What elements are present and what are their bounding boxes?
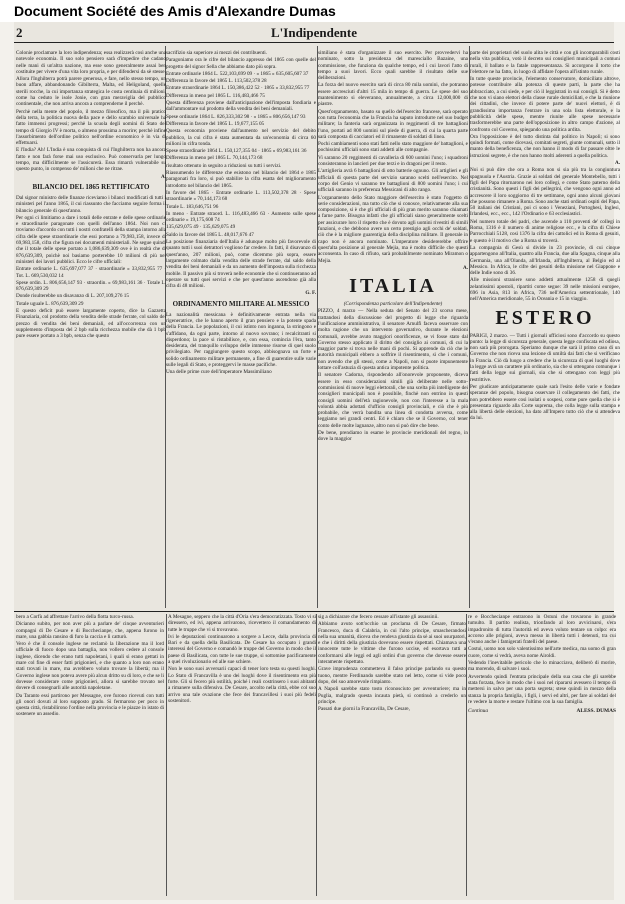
section-heading: ORDINAMENTO MILITARE AL MESSICO [172, 299, 310, 308]
paragraph: A Napoli sarebbe stato tosto riconosciuto per avventuriere; ma in Puglia, malgrado questa incauta pietà, si continuò a crederlo un principe. [318, 686, 466, 705]
article-signature: G. F. [305, 290, 316, 297]
paragraph: Da Taranto essi partirono per Messagne, ove furono ricevuti con tutti gli onori dovuti al loro supposto grado. Si fermarono per poco in questa città, ristabilirono l'ordine nella provincia e le piazze in istato di sostenere un assedio. [16, 692, 164, 718]
paragraph: Una delle prime cure dell'imperatore Massimiliano [166, 369, 272, 376]
feuilleton-signature [468, 708, 616, 714]
paragraph: L'organamento dello Stato maggiore dell'esercito è stato l'oggetto di serie considerazioni, ma tutto ciò che si conosce, relativamente alla sua composizione, si è che gli ufficiali di più gran merito saranno chiamati a farne parte. Bisogna infatti che gli ufficiali siano generalmente scelti per assicurare loro il rispetto che è dovuto agli uomini rivestiti di simili funzioni, e che debbono avere un certo prestigio agli occhi de' soldati, ciò che è la migliore guarentigia della disciplina militare. Il generale in capo non è ancora nominato. L'imperatore desidererebbe offrire quest'alta posizione al generale Mejia, ma è molto difficile che questi acconsenta. In caso di rifiuto, sarà probabilmente nominato Miramon o Mejia. [318, 194, 468, 264]
paragraph: La compagnia di Gesù si divide in 23 provincie, di cui cinque appartengono all'Italia, quattro alla Francia, due alla Spagna, cinque alla Germania, una all'Olanda, all'Irlanda, all'Inghilterra, al Belgio ed al Messico. In Africa, le cifre dei gesuiti della missione nel Giappone e delle Indie sono di 36. [470, 244, 620, 277]
paragraph: Paragoniamo ora le cifre del bilancio appresso del 1865 con quelle del progetto del signor Sella che abbiamo dato più sopra. [166, 57, 316, 70]
table-line: Spese ordin. L. 806,656,147 93 · straordin. » 69,983,161 36 · Totale L. 876,639,309 29 [16, 279, 166, 293]
paragraph: Passati due giorni la Francavilla, De Cesare, [318, 706, 410, 713]
table-line: Differenza in meno pel 1865 L. 70,144,173 68 [166, 155, 263, 162]
feuilleton-section [16, 614, 614, 904]
paragraph: PARIGI, 2 marzo. — Tutti i giornali ufficiosi sono d'accordo su questo punto: la legge di sicurezza generale, questa legge confiscata ed odiosa, non sarà più prorogata. Speriamo dunque che sarà il primo caso di un Governo che non riceva una lezione di umiltà dai fatti che si verificano in Francia. Ciò dà luogo a credere che la sicurezza di quei luoghi dove la legge avrà un carattere più ordinario, sia che si ottengano comunque i fatti della legge sui giornali, sia che si ottengano con leggi più restrittive. [470, 332, 620, 383]
column-divider [316, 614, 317, 896]
paragraph: E questo deficit può essere largamente coperto, dice la Gazzetta Finanziaria, col prodotto della vendita delle strade ferrate, col saldo del prezzo di vendita dei beni demaniali, ed all'occorrenza con un supplemento d'imposta del 2 bpb sulla ricchezza mobile che dà 1 bpb pure essere portato a 3 bpb, senza che questo [16, 307, 166, 340]
column-3 [318, 50, 468, 610]
paragraph: In tutte queste provincie, l'elemento conservatore, domiciliato altrove, potesse contribuire alla potenza di queste parti, la parte che ha abbracciato, a cui siede, e per ciò il leggistrati in sui consigli. Si è detto che non vi siano elettori della classe rurale domiciliati, e che la riunione dei cittadini, che invece di potere parte de' nuovi elettori, è di grandissima importanza l'entrare in una sola lista elettorale, e la pubblicità delle spese, mentre riunite alle spese necessarie trasformerebbe una parte dell'opposizione in altro campo d'azione, al confronto col Governo, spiegando una politica ardita. [470, 76, 620, 133]
table-line: Differenza in favore del 1865 L. 113,502,378 28 [166, 78, 267, 85]
paragraph: Quest'organamento, basato su quello dell'esercito francese, sarà operato con tutta l'economia che la Francia ha saputo introdurre nel suo budget militare; la fanteria sarà organizzata in reggimenti di tre battaglioni l'uno, portati ad 800 uomini sul piede di guerra, di cui la quarta parte sarà composta di cacciatori ed il rimanente di soldati di linea. [318, 108, 468, 140]
paragraph: sacrifizio sia superiore ai mezzi dei contribuenti. [166, 50, 267, 56]
section-heading-estero: ESTERO [495, 306, 595, 329]
paragraph: Perchè nella mente del popolo, il mezzo filosofico, ma il più pratico della terra, la politica nuova della pace e dello scambio universale ha fatto immensi progressi; perchè la scuola degli uomini di Stato del tempo di Giorgio IV è morta, o almeno prossima a morire; perchè infine l'assorbimento dell'ordine politico nell'ordine economico è in via di effettuarsi. [16, 108, 166, 147]
table-line: Totale L. 183,646,751 96 [166, 203, 219, 210]
paragraph: Allora l'Inghilterra potrà parere generosa, e fare, nello stesso tempo, un buon affare, abbandonando Gibilterra, Malta, ed Heligoland, quelle sterili rocche, la cui importanza strategica le costa centinaia di milioni, come ha ceduto le isole Jonie, con gran meraviglia del pubblico continentale, che non arriva ancora a comprenderne il perchè. [16, 76, 166, 108]
column-divider [166, 614, 167, 896]
newspaper-page [14, 22, 620, 900]
column-divider [466, 614, 467, 896]
site-header-bar [0, 0, 625, 22]
table-line: In favore del 1865 · Entrate ordinarie L. 113,502,378 28 · Spese straordinarie » 70,144,173 68 [166, 189, 316, 203]
paragraph: Questa economia proviene dall'aumento nel servizio del debito pubblico, la cui cifra è stata aumentata da un'economia di circa 60 milioni in cifra tonda. [166, 128, 316, 147]
paragraph: Ivi le deputazioni continuarono a sorgere a Lecce, dalla provincia di Bari e da quella della Basilicata. De Cesare ha occupato i grandi interessi del Governo e comandò le truppe del Governo in modo che il paese di Basilicata, con tutte le sue truppe, si sottomise pacificamente a quel rivoluzionario ed alle sue schiere. [168, 633, 316, 666]
table-line: Entrate ordinarie 1864 L. 522,103,699 09 · » 1865 » 635,605,607 37 [166, 70, 309, 77]
paragraph: PIZZO, 4 marzo — Nella seduta del Senato del 23 scorso mese, trattandosi della discussione del progetto di legge che riguarda l'unificazione amministrativa, il senatore Arnulfi faceva osservare con molta ragione che un intervento governativo, durante le elezioni comunali, avrebbe avuto maggiori onorificenze, se vi fosse stato dal Governo stesso applicato il diritto del consiglio ai comuni, di cui la maggior parte si trova nelle mani di pochi. Si apprende da ciò che le autorità municipali ebbero a soffrire il risentimento, sì che i comuni, non avendo che gli stessi, come a Napoli, non si puote impunemente lottare coll'astuzia di questa antica impotente politica. [318, 308, 468, 372]
paragraph: Dicianno subito, per non aver più a parlare de' cinque avventurieri compagni di De Cesare e di Bocchecianpe, che, appena furono in mare, una gabbia ransino di furo la caccia e li catturò. [16, 621, 164, 640]
paragraph: Non le sono suoi avversarii capaci di tener loro testa su questi luoghi. Lo Stato di Francavilla è uno dei luoghi dove il risentimento era più forte. Gli si fecero più ostilità, poiché i reali costrinsero i suoi abitanti a rimanere sulla difensiva. De Cesare, accolto nella città, ebbe col suo arrivo una tale ovazione che fece dei francavillesi i suoi più fedeli sostenitori. [168, 666, 316, 704]
site-title: Document Société des Amis d'Alexandre Dumas [14, 3, 336, 19]
continua-label: Continua [468, 708, 489, 715]
paragraph: Il senatore Cadorna, rispondendo all'onorevole proponente, diceva essere in esso considerazioni simili già deliberate nelle sotto-commissioni di nuove leggi elettorali, che una scelta più intelligente dei consiglieri municipali non è possibile, finchè non entrino in questi consigli uomini dell'età ragionevole, non con l'interesse a la mala volontà abbia adottati d'ufficio consigli provinciali, e ciò che è più probabile, che verrà bandita una linea di condotta avversa, come leggiamo nei grandi centri. Ed è chiaro che se il Governo, col tener conto delle molte lagnanze, altro non si può dire che bene. [318, 372, 468, 429]
table-line: Spese straordinarie 1864 L. 150,127,355 04 · 1865 » 69,983,161 36 [166, 148, 307, 155]
paragraph: Grave imprudenza commetteva il falso principe parlando su questo tuono, mentre Ferdinando sarebbe stato nel letto, come si vide poco dopo, del suo amorevole rimpianto. [318, 666, 466, 685]
page-number: 2 [16, 25, 23, 40]
paragraph: Vi saranno 20 reggimenti di cavalleria di 600 uomini l'uno; i squadroni consisteranno in lancieri per due terzi e in dragoni per il resto. [318, 154, 468, 168]
paragraph: Vedendo l'inevitabile pericolo che lo minacciava, deliberò di morire, ma morendo, di salvare i suoi. [468, 660, 616, 673]
feuilleton-column-2 [168, 614, 316, 899]
paragraph: re e Bocchecianpe entrarono in Ostuni che trovarono in grande tumulto. Il partito realista, trionfando al loro avvicinarsi, s'era impadronito di tutta l'autorità ed aveva voluto tentare un colpo: era accorso alle prigioni, aveva messo in libertà tutti i detenuti, tra cui v'erano anche i famigerati fratelli del paese. [468, 614, 616, 646]
table-line: In meno · Entrate straord. L. 116,483,466 63 · Aumento sulle spese ordinarie » 19,175,608 74 [166, 210, 316, 224]
article-signature: A. [160, 173, 166, 180]
section-subtitle: (Corrispondenza particolare dell'Indipendente) [343, 301, 443, 308]
table-line: Differenza in favore del 1865 L. 19,677,155 05 [166, 120, 265, 127]
table-line: Spese ordinarie 1864 L. 826,333,302 98 · » 1865 » 806,656,147 93 [166, 113, 306, 120]
paragraph: bero a Corfù ad affrettare l'arrivo della flotta turco-russa. [16, 614, 134, 620]
table-line: Differenza in meno pel 1865 L. 116,483,466 75 [166, 92, 265, 99]
table-line: Entrate ordinarie L. 635,697,077 37 · straordinarie » 33,832,955 77 · Tot. L. 669,530,032 14 [16, 266, 166, 279]
paragraph: Vero è che il console inglese ne reclamò la liberazione ma il lord ufficiale di fuoco dopo una battaglia, non vollero cedere al console inglese, dicendo che erano tutti napoletani, i quali si erano gettati in mare col fine di esser fatti prigionieri, e che quanto a loro non erano stati trovati in mare, ma avrebbero voluto trovare la libertà; ma il Governo inglese non poteva avere più alcun dritto su di loro, e che se li dovesse considerare come prigionieri, allora si sarebbe trovato nel dovere di consegnarli alle autorità napoletane. [16, 641, 164, 692]
feuilleton-rule [14, 611, 614, 612]
paragraph: Per giudicare anticipatamente quale sarà l'esito delle varie e fondate speranze del popolo, bisogna osservare il collegamento dei fatti, che non potrebbero essere cosi isolati o sospesi, come pure quella che si è presentata riguardo alla Corte suprema, che colla legge sulla stampa e alla libertà delle elezioni, ha dato all'Impero tutto ciò che si attendeva da lui. [470, 383, 620, 422]
paragraph: La nazionalità messicana è definitivamente entrata nella via rigeneratrice, che le hanno aperto il gran pensiero e la potente spada della Francia. Le popolazioni, il cui istinto non inganna, la stringono e s'affidano, da ogni parte, intorno al nuovo sovrano; i recalcitranti si disperdono; la pace si ristabilisce, e, con essa, comincia l'èra, tanto desiderata, del tranquillo sviluppo delle immense risorse di quel suolo privilegiato. Per raggiungere questo scopo, abbisognava un forte e solido ordinamento militare permanente, a fine di guarentire sulle varie sulle legali di Stato, e proteggervi le masse pacifiche. [166, 311, 316, 369]
paragraph: Noi si può dire che ora a Roma non si sia più tra la congiuntura spagnuola e l'Austria. Grazie ai soldati del generale Montebello, tutti i figli del Papa ritornarono nei loro collegi, e come Stato paterno della cristianità. Sono questi i figli dei pellegrini, che vengono ogni anno ad accrescere il loro soggiorno di tre settimane, ogni anno alcuni giovani che possono rimanere a Roma. Sono anche stati ordinati ospiti del Papa, 50 italiani dei Cristiani, poi ci sono i Veneziani, Portoghesi, Inglesi, Irlandesi, ecc., ecc., 142 l'Ordinario e 63 ecclesiastici. [470, 167, 620, 218]
paragraph: Alle missioni straniere sono addetti attualmente 1258 di quegli zelantissimi apostoli, ripartiti come segue: 39 nelle missioni europee, 696 in Asia, 813 in Africa, 736 nell'America settentrionale, 140 nell'America meridionale, 55 in Oceania e 15 in viaggio. [470, 277, 620, 303]
paragraph: L'artiglieria avrà 6 battaglioni di otto batterie ognuno. Gli artiglieri e gli ufficiali di questa parte del servizio saranno scelti nell'esercito. Nel corpo del Genio vi saranno tre battaglioni di 800 uomini l'uno; i cui ufficiali saranno in preferenza Messicani di alto rango. [318, 168, 468, 194]
paragraph: Colonie proclamare la loro indipendenza; essa realizzerà così anche una notevole economia. Il suo solo pensiero sarà d'impedire che cadano nelle mani di un'altra nazione, ma esse sono generalmente assai ben costituite per vivere d'una vita loro propria, e per difendersi da sè stesse. [16, 50, 166, 75]
masthead-rule [14, 42, 614, 43]
paragraph: risultato ottenuto in seguito a riduzioni su tutti i servizi. [166, 162, 282, 169]
paragraph: similiano è stata d'organizzare il suo esercito. Per provvedervi ha nominato, sotto la presidenza del maresciallo Bazaine, una commissione, che funziona da qualche tempo, ed i cui lavori l'atto di tempo a suoi lavori. Ecco quali sarebbe il risultato delle sue deliberazioni. [318, 50, 468, 82]
paragraph: Donde risulterebbe un disavanzo di L. 207,109,276 15 [16, 293, 129, 300]
article-signature: A. [614, 160, 620, 167]
feuilleton-column-3 [318, 614, 466, 899]
paragraph: La forza del nuovo esercito sarà di circa 80 mila uomini, che potranno essere accresciuti d'altri 15 mila in tempo di guerra. Le spese del suo mantenimento si eleveranno, annualmente, a circa 12,000,000 di piastre. [318, 82, 468, 108]
masthead-title: L'Indipendente [271, 25, 357, 40]
table-line: Entrate straordinarie 1864 L. 150,386,422 52 · 1865 » 33,832,955 77 [166, 85, 310, 92]
feuilleton-column-1 [16, 614, 164, 899]
paragraph: Abbiamo avuto sott'occhio un proclama di De Cesare, firmato Francesco, duca di Calabria, in cui l'alto principe, smascherandosi nella sua umanità, diceva che rendeva giustizia da sè ai suoi usurpatori, e che i diritti della giustizia dovevano essere rispettati. Chiamava una innocente tutte le vittime che furono uccise, ed esortava tutti a conformarsi alle leggi ed agli ordini d'un governo che dovesse essere interamente rispettato. [318, 621, 466, 666]
table-line: Totale uguale L. 876,639,309 29 [16, 300, 84, 307]
masthead [14, 25, 614, 39]
section-heading-italia: ITALIA [349, 275, 437, 298]
paragraph: Questa differenza proviene dall'anticipazione dell'imposta fondiaria e dall'ammontare sul prodotto della vendita dei beni demaniali. [166, 100, 316, 113]
author-signature: ALESS. DUMAS [576, 708, 616, 715]
paragraph: E l'India? Ah! L'India è una conquista di cui l'Inghilterra non ha ancora fatto e non farà forse mai uso esclusivo. Può conservarla per lungo tempo, ma difficilmente se l'assicurerà. Essa rimarrà vulnerabile su questo punto, in compenso de' milioni che ne ritrae. [16, 147, 166, 173]
paragraph: sig a dichiarare che fecero cessare all'istante gli assassinii. [318, 614, 439, 620]
section-heading: BILANCIO DEL 1865 RETTIFICATO [32, 182, 150, 191]
paragraph: Ora l'opposizione è del tutto distinta dal politico in Napoli; si sono quindi formati, come dicevasi, comitati segreti, giunte comunali, sotto il manto della beneficenza, che non hanno il modo di far passare oltre le istruzioni segrete, è che non hanno molti aderenti a quella politica. [470, 133, 620, 159]
column-2 [166, 50, 316, 610]
paragraph: Nel numero totale dei padri, che ascende a 110 proventi de' collegi in Roma, 1316 è il numero di anime religiose ecc., e la cifra di Chiese Parrocchiali 5128, così 1376 la cifra dei cattolici ed in Roma di gesuiti, e questo è il motivo che a Roma si troverà. [470, 218, 620, 244]
paragraph: A Mesagne, seppero che la città d'Oria s'era democratizzata. Tosto vi si diressero, ed ivi, appena arrivarono, ricevettero il comandamento di tutte le truppe che vi si trovavano. [168, 614, 316, 633]
feuilleton-column-4 [468, 614, 616, 899]
paragraph: Per ogni ci limitiamo a dare i totali delle entrate e delle spese ordinarie e straordinarie paragonate con quelli dell'anno 1864. Noi non ci troviamo d'accordo con tutti i nostri confratelli della stampa intorno alla cifra delle spese straordinarie che essi portano a 79,983,158, invece di 69,983,158, cifra che figura nei documenti ministeriali. Ne segue quindi che il totale delle spese portato a 1,086,639,309 ove è in realtà che di 876,639,309, poichè noi basiamo porterebbe 10 milioni di più nei ministeri dei lavori pubblici. Ecco le cifre ufficiali: [16, 214, 166, 265]
paragraph: De bene, prendiamo in esame le provincie meridionali del regno, in dove la maggior [318, 430, 468, 443]
table-line: 135,629,075 49 · 135,629,075 49 [166, 224, 236, 231]
column-4 [470, 50, 620, 610]
paragraph: Riassumendo le differenze che esistono nel bilancio del 1864 e 1865 paragonati fra loro, si può stabilire la cifra esatta del miglioramento introdotto nel bilancio del 1865. [166, 170, 316, 189]
paragraph: parte dei proprietari del suolo alita le città e con gli incomparabili costi nella vita pubblica, votò il decreto sui consiglieri municipali a comuni rurali, il ballato e la fatale rappresentanza. Si accorgono il torto che l'elettore ne ha fatto, in luogo di affidare l'opera all'istinto rurale. [470, 50, 620, 75]
paragraph: Pochi cambiamenti sono stati fatti nello stato maggiore de' battaglioni, e pochissimi ufficiali sono stati addetti alle compagnie. [318, 141, 468, 154]
paragraph: La posizione finanziaria dell'Italia è adunque molto più favorevole di quanto tutti i suoi detrattori vogliono far credere. In fatti, il disavanzo di quest'anno, 207 milioni, può, come dicemmo più sopra, essere largamente colmato dalla vendita delle strade ferrate, dal saldo della vendita dei beni demaniali e da un aumento dell'imposta sulla ricchezza mobile. Il passivo più si troverà nelle economie che si continueranno ad operare su tutti quei servizi e che per quest'anno ascendono già alla cifra di 48 milioni. [166, 239, 316, 290]
paragraph: Saldo in favore del 1865 L. 48,017,676 47 [166, 231, 254, 238]
article-signature: A. [462, 264, 468, 271]
column-1 [16, 50, 166, 610]
paragraph: Avvertendo quindi l'entrata principale della sua casa che gli sarebbe stata forzata, fece in modo che i suoi nel ripararsi avessero il tempo di mettersi in salvo per una porta segreta; stese quindi in mezzo della stanza la propria famiglia, i figli, i servi ed altri, per fare ai soldati del re vedere la morte e restare l'ultimo con la sua famiglia. [468, 673, 616, 705]
paragraph: Costui, uomo non solo valentissimo nell'arte medica, ma uomo di gran cuore, come si vedrà, aveva nome Airoldi. [468, 646, 616, 659]
paragraph: Dal signor ministro delle finanze riceviamo i bilanci modificati di tutti i ministeri pel l'anno 1865, il cui riassunto che facciamo seguire forma il bilancio generale di quest'anno. [16, 194, 166, 214]
